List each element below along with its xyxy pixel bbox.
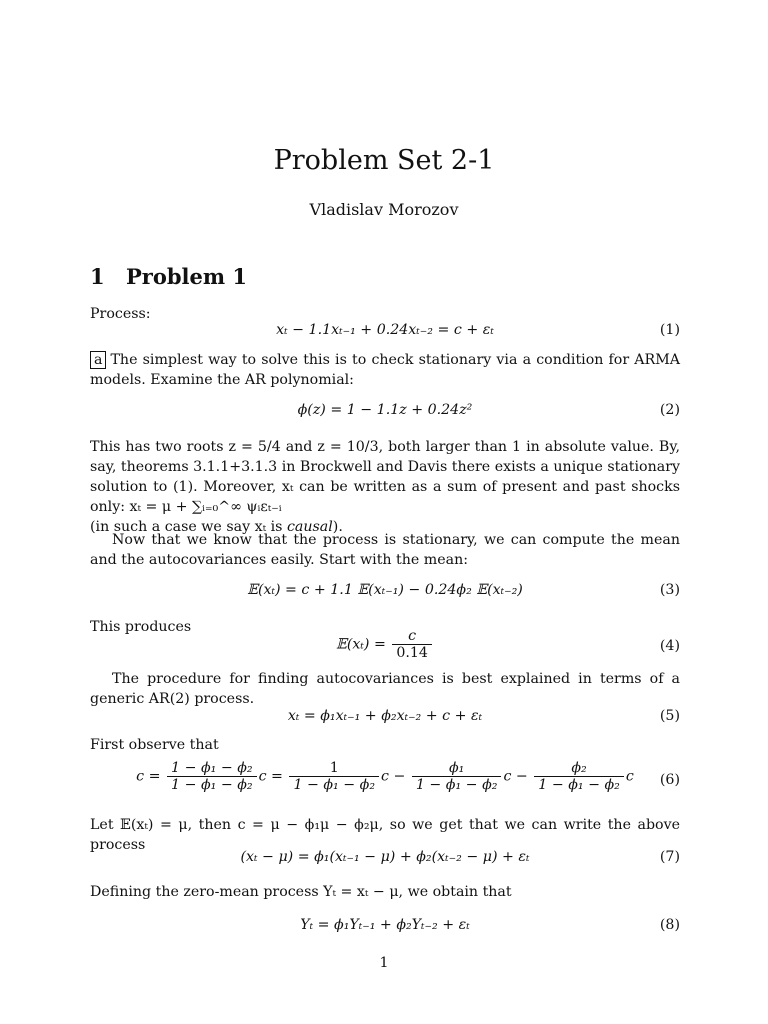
equation-4-tag: (4) xyxy=(659,638,680,654)
paragraph-mean: Now that we know that the process is stationary, we can compute the mean and the autocovariances easily. Start with the mean: xyxy=(90,532,680,568)
part-a-label: a xyxy=(90,351,106,369)
equation-6-f2-num: 1 xyxy=(289,760,379,777)
paragraph-observe: First observe that xyxy=(90,737,219,753)
equation-1-body: xₜ − 1.1xₜ₋₁ + 0.24xₜ₋₂ = c + εₜ xyxy=(276,322,494,338)
equation-5 xyxy=(90,708,680,730)
equation-7 xyxy=(90,849,680,871)
equation-4-lhs: 𝔼(xₜ) = xyxy=(336,636,386,653)
equation-2-tag: (2) xyxy=(659,402,680,418)
document-title: Problem Set 2-1 xyxy=(273,145,495,176)
equation-6-f2-den: 1 − ϕ₁ − ϕ₂ xyxy=(293,777,376,793)
equation-7-tag: (7) xyxy=(659,849,680,865)
page-number: 1 xyxy=(379,955,389,971)
equation-6-f3-num: ϕ₁ xyxy=(412,760,502,777)
paragraph-define: Defining the zero-mean process Yₜ = xₜ − μ, we obtain that xyxy=(90,884,512,900)
equation-6 xyxy=(90,760,680,804)
equation-6-f4-num: ϕ₂ xyxy=(534,760,624,777)
paragraph-produces: This produces xyxy=(90,619,192,635)
equation-6-c-eq: c = xyxy=(136,768,161,785)
equation-6-c2: c − xyxy=(381,768,406,785)
equation-1-tag: (1) xyxy=(659,322,680,338)
paragraph-procedure: The procedure for finding autocovariances is best explained in terms of a generic AR(2) process. xyxy=(90,671,680,707)
causal-pre: (in such a case we say xₜ is xyxy=(90,519,287,535)
equation-8 xyxy=(90,917,680,939)
equation-6-f1-num: 1 − ϕ₁ − ϕ₂ xyxy=(167,760,257,777)
equation-5-body: xₜ = ϕ₁xₜ₋₁ + ϕ₂xₜ₋₂ + c + εₜ xyxy=(287,708,483,724)
part-a-text: The simplest way to solve this is to check stationary via a condition for ARMA models. Examine the AR polynomial: xyxy=(90,352,680,388)
equation-6-body xyxy=(90,760,680,793)
equation-4-numerator: c xyxy=(392,628,432,645)
paragraph-part-a xyxy=(90,350,680,390)
equation-6-c3: c − xyxy=(503,768,528,785)
roots-text: This has two roots z = 5/4 and z = 10/3, both larger than 1 in absolute value. By, say, theorems 3.1.1+3.1.3 in Brockwell and Davis there exists a unique stationary solution to (1). Moreover, xₜ can be written as a sum of present and past shocks only: xₜ = μ + ∑ᵢ₌₀^∞ ψᵢεₜ₋ᵢ xyxy=(90,439,680,515)
equation-4-fraction xyxy=(392,628,432,661)
equation-6-fraction-3 xyxy=(412,760,502,793)
equation-6-f1-den: 1 − ϕ₁ − ϕ₂ xyxy=(171,777,253,793)
equation-5-tag: (5) xyxy=(659,708,680,724)
equation-4-denominator: 0.14 xyxy=(396,645,428,661)
equation-6-f4-den: 1 − ϕ₁ − ϕ₂ xyxy=(538,777,620,793)
causal-post: ). xyxy=(332,519,343,535)
equation-4 xyxy=(90,628,680,668)
equation-3 xyxy=(90,582,680,604)
equation-8-body: Yₜ = ϕ₁Yₜ₋₁ + ϕ₂Yₜ₋₂ + εₜ xyxy=(300,917,470,933)
equation-2 xyxy=(90,402,680,424)
equation-6-c1: c = xyxy=(258,768,283,785)
paragraph-let: Let 𝔼(xₜ) = μ, then c = μ − ϕ₁μ − ϕ₂μ, so we get that we can write the above process xyxy=(90,817,680,853)
section-number: 1 xyxy=(90,264,105,289)
equation-7-body: (xₜ − μ) = ϕ₁(xₜ₋₁ − μ) + ϕ₂(xₜ₋₂ − μ) + εₜ xyxy=(240,849,530,865)
equation-6-fraction-1 xyxy=(167,760,257,793)
equation-4-body xyxy=(90,628,680,661)
equation-2-body: ϕ(z) = 1 − 1.1z + 0.24z² xyxy=(297,402,473,418)
section-heading xyxy=(90,264,247,289)
equation-1 xyxy=(90,322,680,344)
equation-6-f3-den: 1 − ϕ₁ − ϕ₂ xyxy=(415,777,498,793)
equation-6-c4: c xyxy=(625,768,634,785)
section-title: Problem 1 xyxy=(126,264,248,289)
paragraph-roots xyxy=(90,437,680,537)
process-label: Process: xyxy=(90,306,151,322)
equation-6-fraction-4 xyxy=(534,760,624,793)
causal-word: causal xyxy=(286,519,333,535)
document-author: Vladislav Morozov xyxy=(309,200,459,219)
equation-3-body: 𝔼(xₜ) = c + 1.1 𝔼(xₜ₋₁) − 0.24ϕ₂ 𝔼(xₜ₋₂) xyxy=(247,582,523,598)
equation-3-tag: (3) xyxy=(659,582,680,598)
equation-6-tag: (6) xyxy=(659,772,680,788)
equation-8-tag: (8) xyxy=(659,917,680,933)
equation-6-fraction-2 xyxy=(289,760,379,793)
